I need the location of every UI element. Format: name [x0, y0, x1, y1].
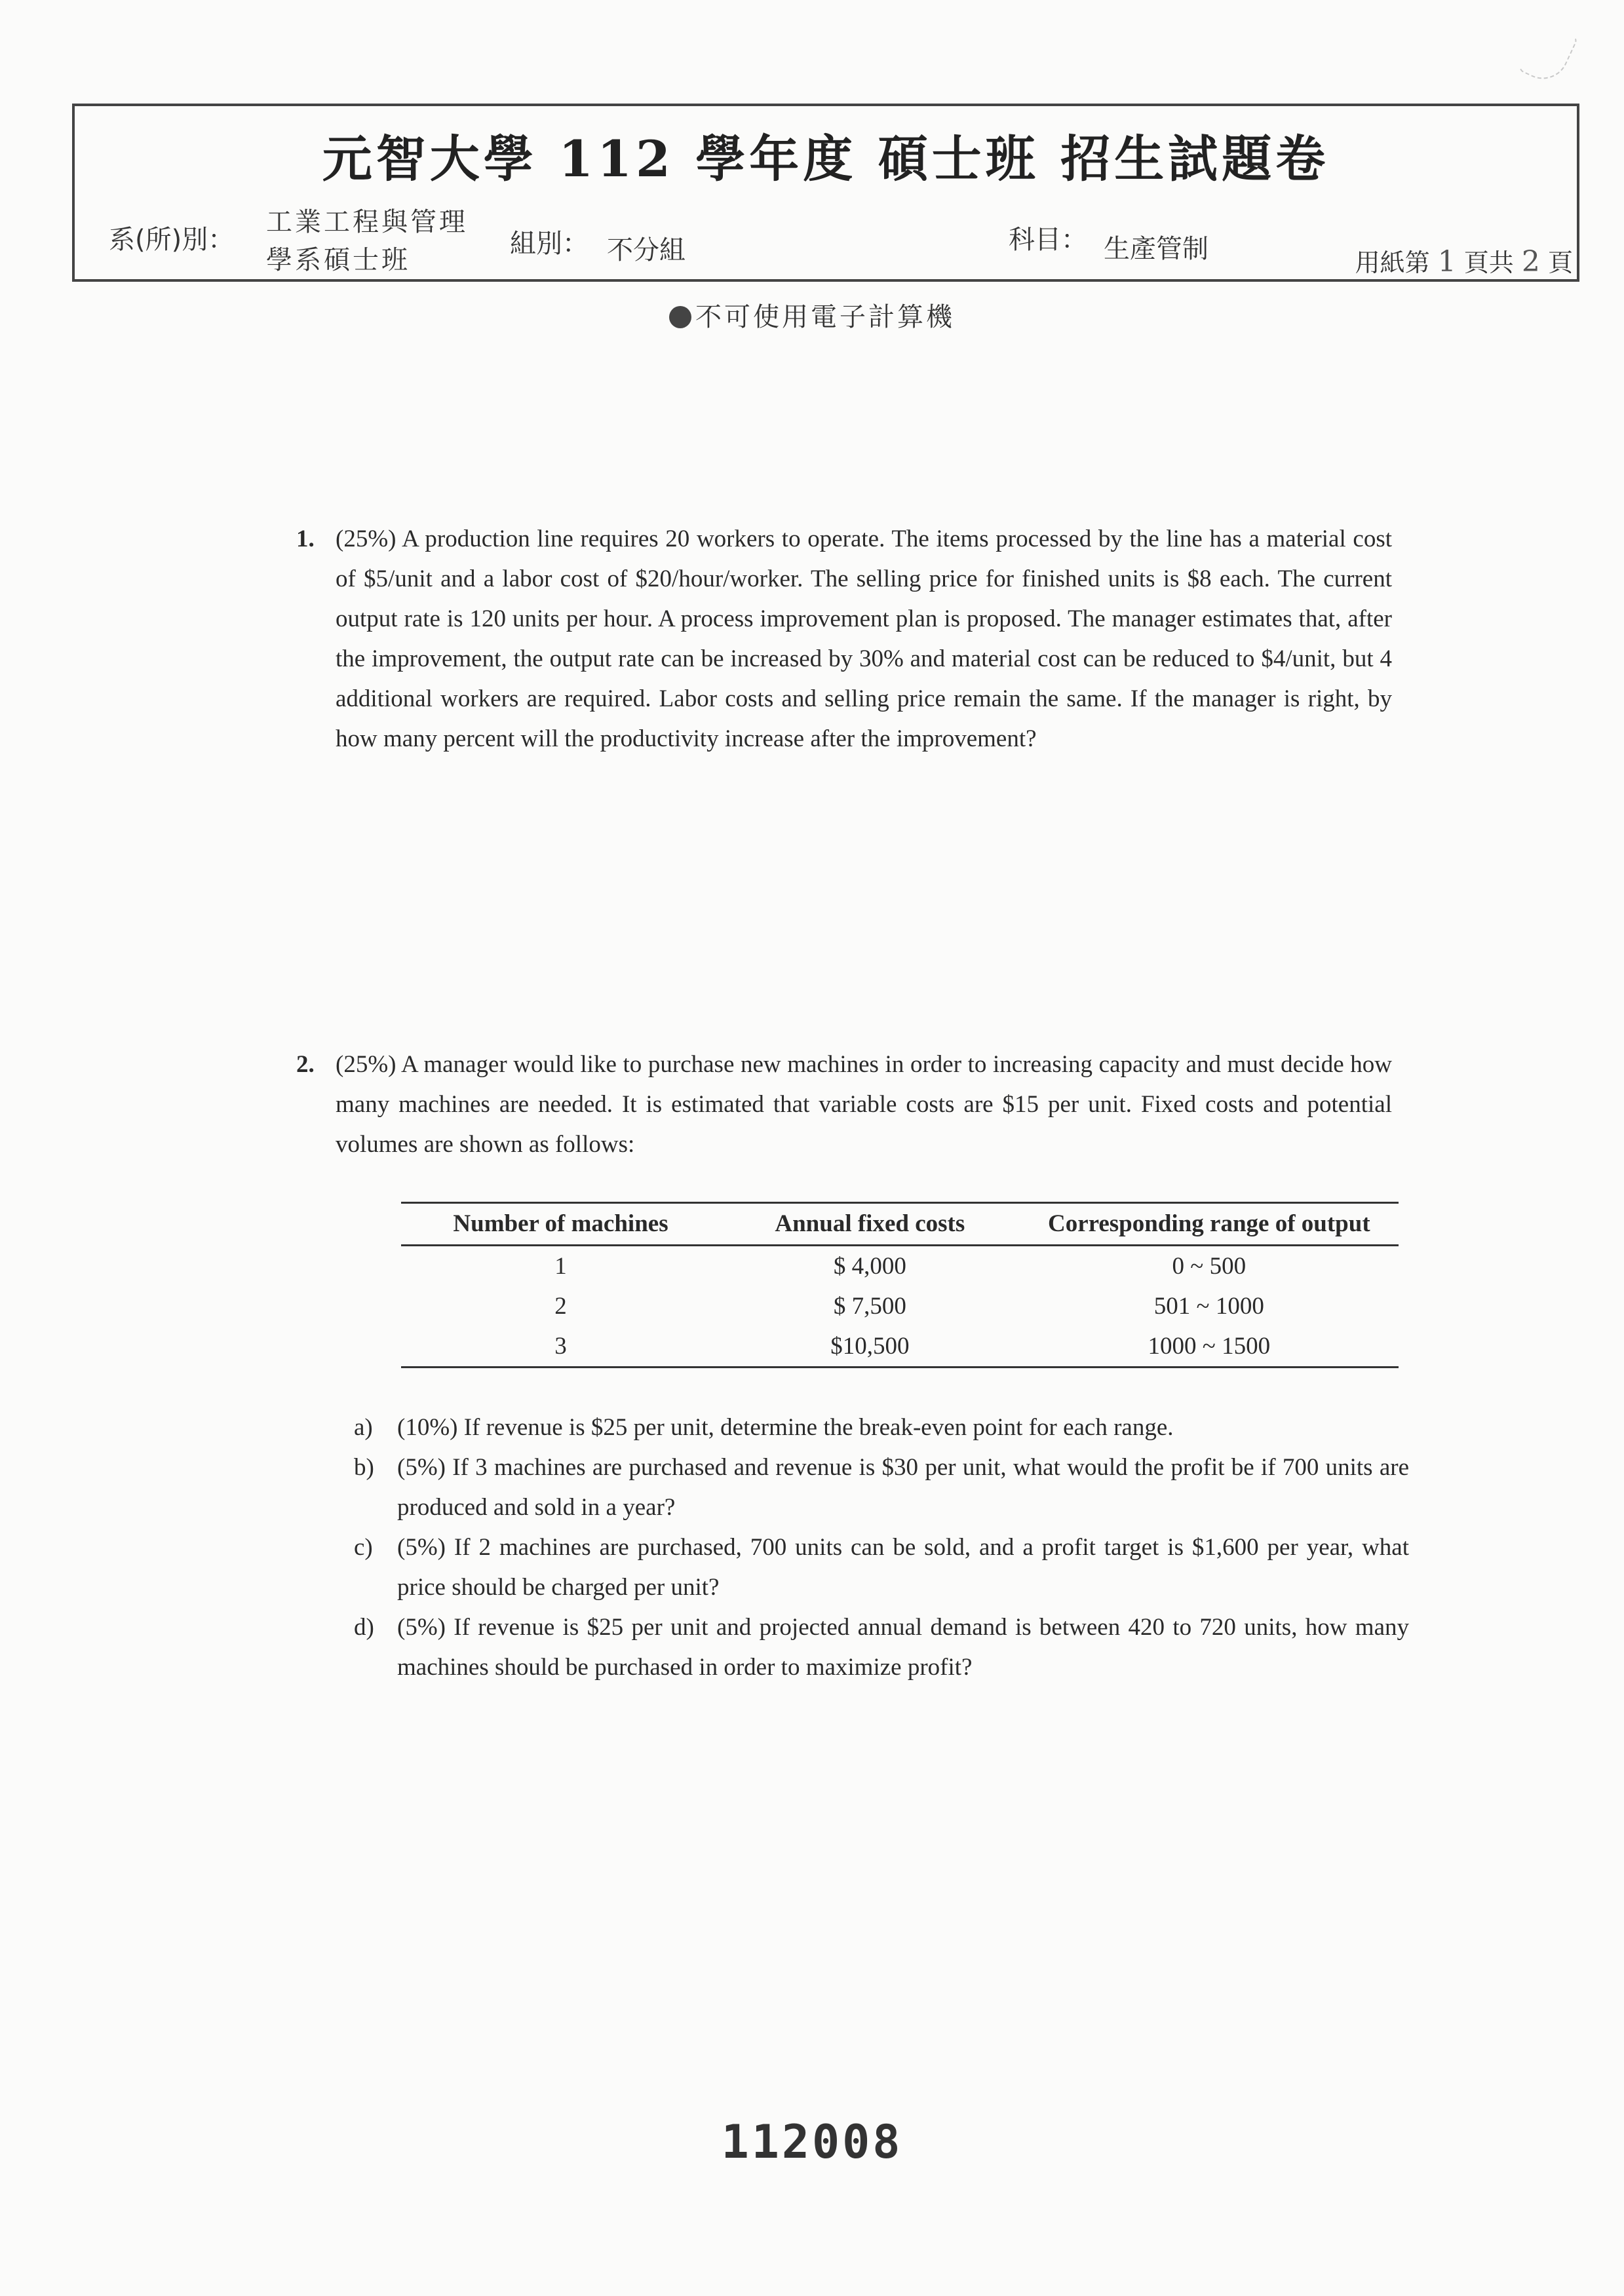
table-cell: 501 ~ 1000 — [1153, 1293, 1264, 1320]
exam-title: 元智大學 112 學年度 碩士班 招生試題卷 — [322, 130, 1330, 188]
department-line-1: 工業工程與管理 — [266, 207, 468, 237]
table-row — [401, 1246, 1399, 1287]
table-header-row — [401, 1203, 1399, 1246]
column-header: Annual fixed costs — [720, 1203, 1020, 1246]
question-1-number: 1. — [296, 526, 315, 552]
bullet-dot-icon — [669, 306, 691, 328]
calculator-notice — [0, 296, 1624, 334]
notice-text: 不可使用電子計算機 — [695, 302, 955, 332]
scan-artifact — [1517, 20, 1579, 87]
table-cell: $ 7,500 — [833, 1293, 906, 1320]
subquestion-list — [354, 1407, 1409, 1687]
subquestion-label: b) — [354, 1454, 374, 1481]
machine-cost-table — [401, 1202, 1399, 1368]
group-value: 不分組 — [607, 235, 686, 265]
column-header: Corresponding range of output — [1020, 1203, 1399, 1246]
subquestion-text: (10%) If revenue is $25 per unit, determine the break-even point for each range. — [397, 1414, 1174, 1441]
table-cell: $ 4,000 — [833, 1253, 906, 1280]
table-cell: 0 ~ 500 — [1172, 1253, 1247, 1280]
subject-label: 科目： — [1009, 225, 1087, 255]
subquestion-b — [354, 1447, 1409, 1527]
table-cell: 1000 ~ 1500 — [1020, 1326, 1399, 1368]
subquestion-label: a) — [354, 1414, 373, 1441]
question-2-number: 2. — [296, 1051, 315, 1078]
page-total: 2 — [1521, 245, 1540, 278]
table-cell: 1 — [554, 1253, 567, 1280]
table-cell: $10,500 — [720, 1326, 1020, 1368]
group-label: 組別： — [510, 229, 589, 259]
table-row — [401, 1286, 1399, 1326]
subject-value: 生產管制 — [1104, 234, 1208, 264]
page-prefix: 用紙第 — [1355, 248, 1430, 277]
question-1-text: (25%) A production line requires 20 workers to operate. The items processed by the line has a material cost of $5/unit and a labor cost of $20/hour/worker. The selling price for finished units is $8 each. The current output rate is 120 units per hour. A process improvement plan is proposed. The manager estimates that, after the improvement, the output rate can be increased by 30% and material cost can be reduced to $4/unit, but 4 additional workers are required. Labor costs and selling price remain the same. If the manager is right, by how many percent will the productivity increase after the improvement? — [336, 526, 1392, 752]
subquestion-label: c) — [354, 1534, 373, 1561]
subquestion-d — [354, 1607, 1409, 1687]
page-current: 1 — [1437, 245, 1456, 278]
column-header: Number of machines — [401, 1203, 720, 1246]
exam-code: 112008 — [721, 2115, 903, 2169]
subquestion-text: (5%) If 3 machines are purchased and revenue is $30 per unit, what would the profit be if 700 units are produced and sold in a year? — [397, 1454, 1409, 1521]
page-suffix: 頁 — [1547, 248, 1573, 277]
table-cell: 2 — [554, 1293, 567, 1320]
subquestion-text: (5%) If revenue is $25 per unit and projected annual demand is between 420 to 720 units, how many machines should be purchased in order to maximize profit? — [397, 1614, 1409, 1681]
department-label: 系(所)別： — [109, 225, 235, 255]
page-middle: 頁共 — [1463, 248, 1514, 277]
subquestion-text: (5%) If 2 machines are purchased, 700 units can be sold, and a profit target is $1,600 per year, what price should be charged per unit? — [397, 1534, 1409, 1601]
page-info — [1355, 242, 1573, 278]
subquestion-a — [354, 1407, 1409, 1447]
department-line-2: 學系碩士班 — [266, 245, 410, 275]
subquestion-c — [354, 1527, 1409, 1607]
department-value — [266, 203, 468, 279]
subquestion-label: d) — [354, 1614, 374, 1641]
table-row — [401, 1326, 1399, 1368]
exam-header — [72, 104, 1579, 282]
table-cell: 3 — [401, 1326, 720, 1368]
question-2-text: (25%) A manager would like to purchase new machines in order to increasing capacity and must decide how many machines are needed. It is estimated that variable costs are $15 per unit. Fixed costs and potential volumes are shown as follows: — [336, 1051, 1392, 1158]
